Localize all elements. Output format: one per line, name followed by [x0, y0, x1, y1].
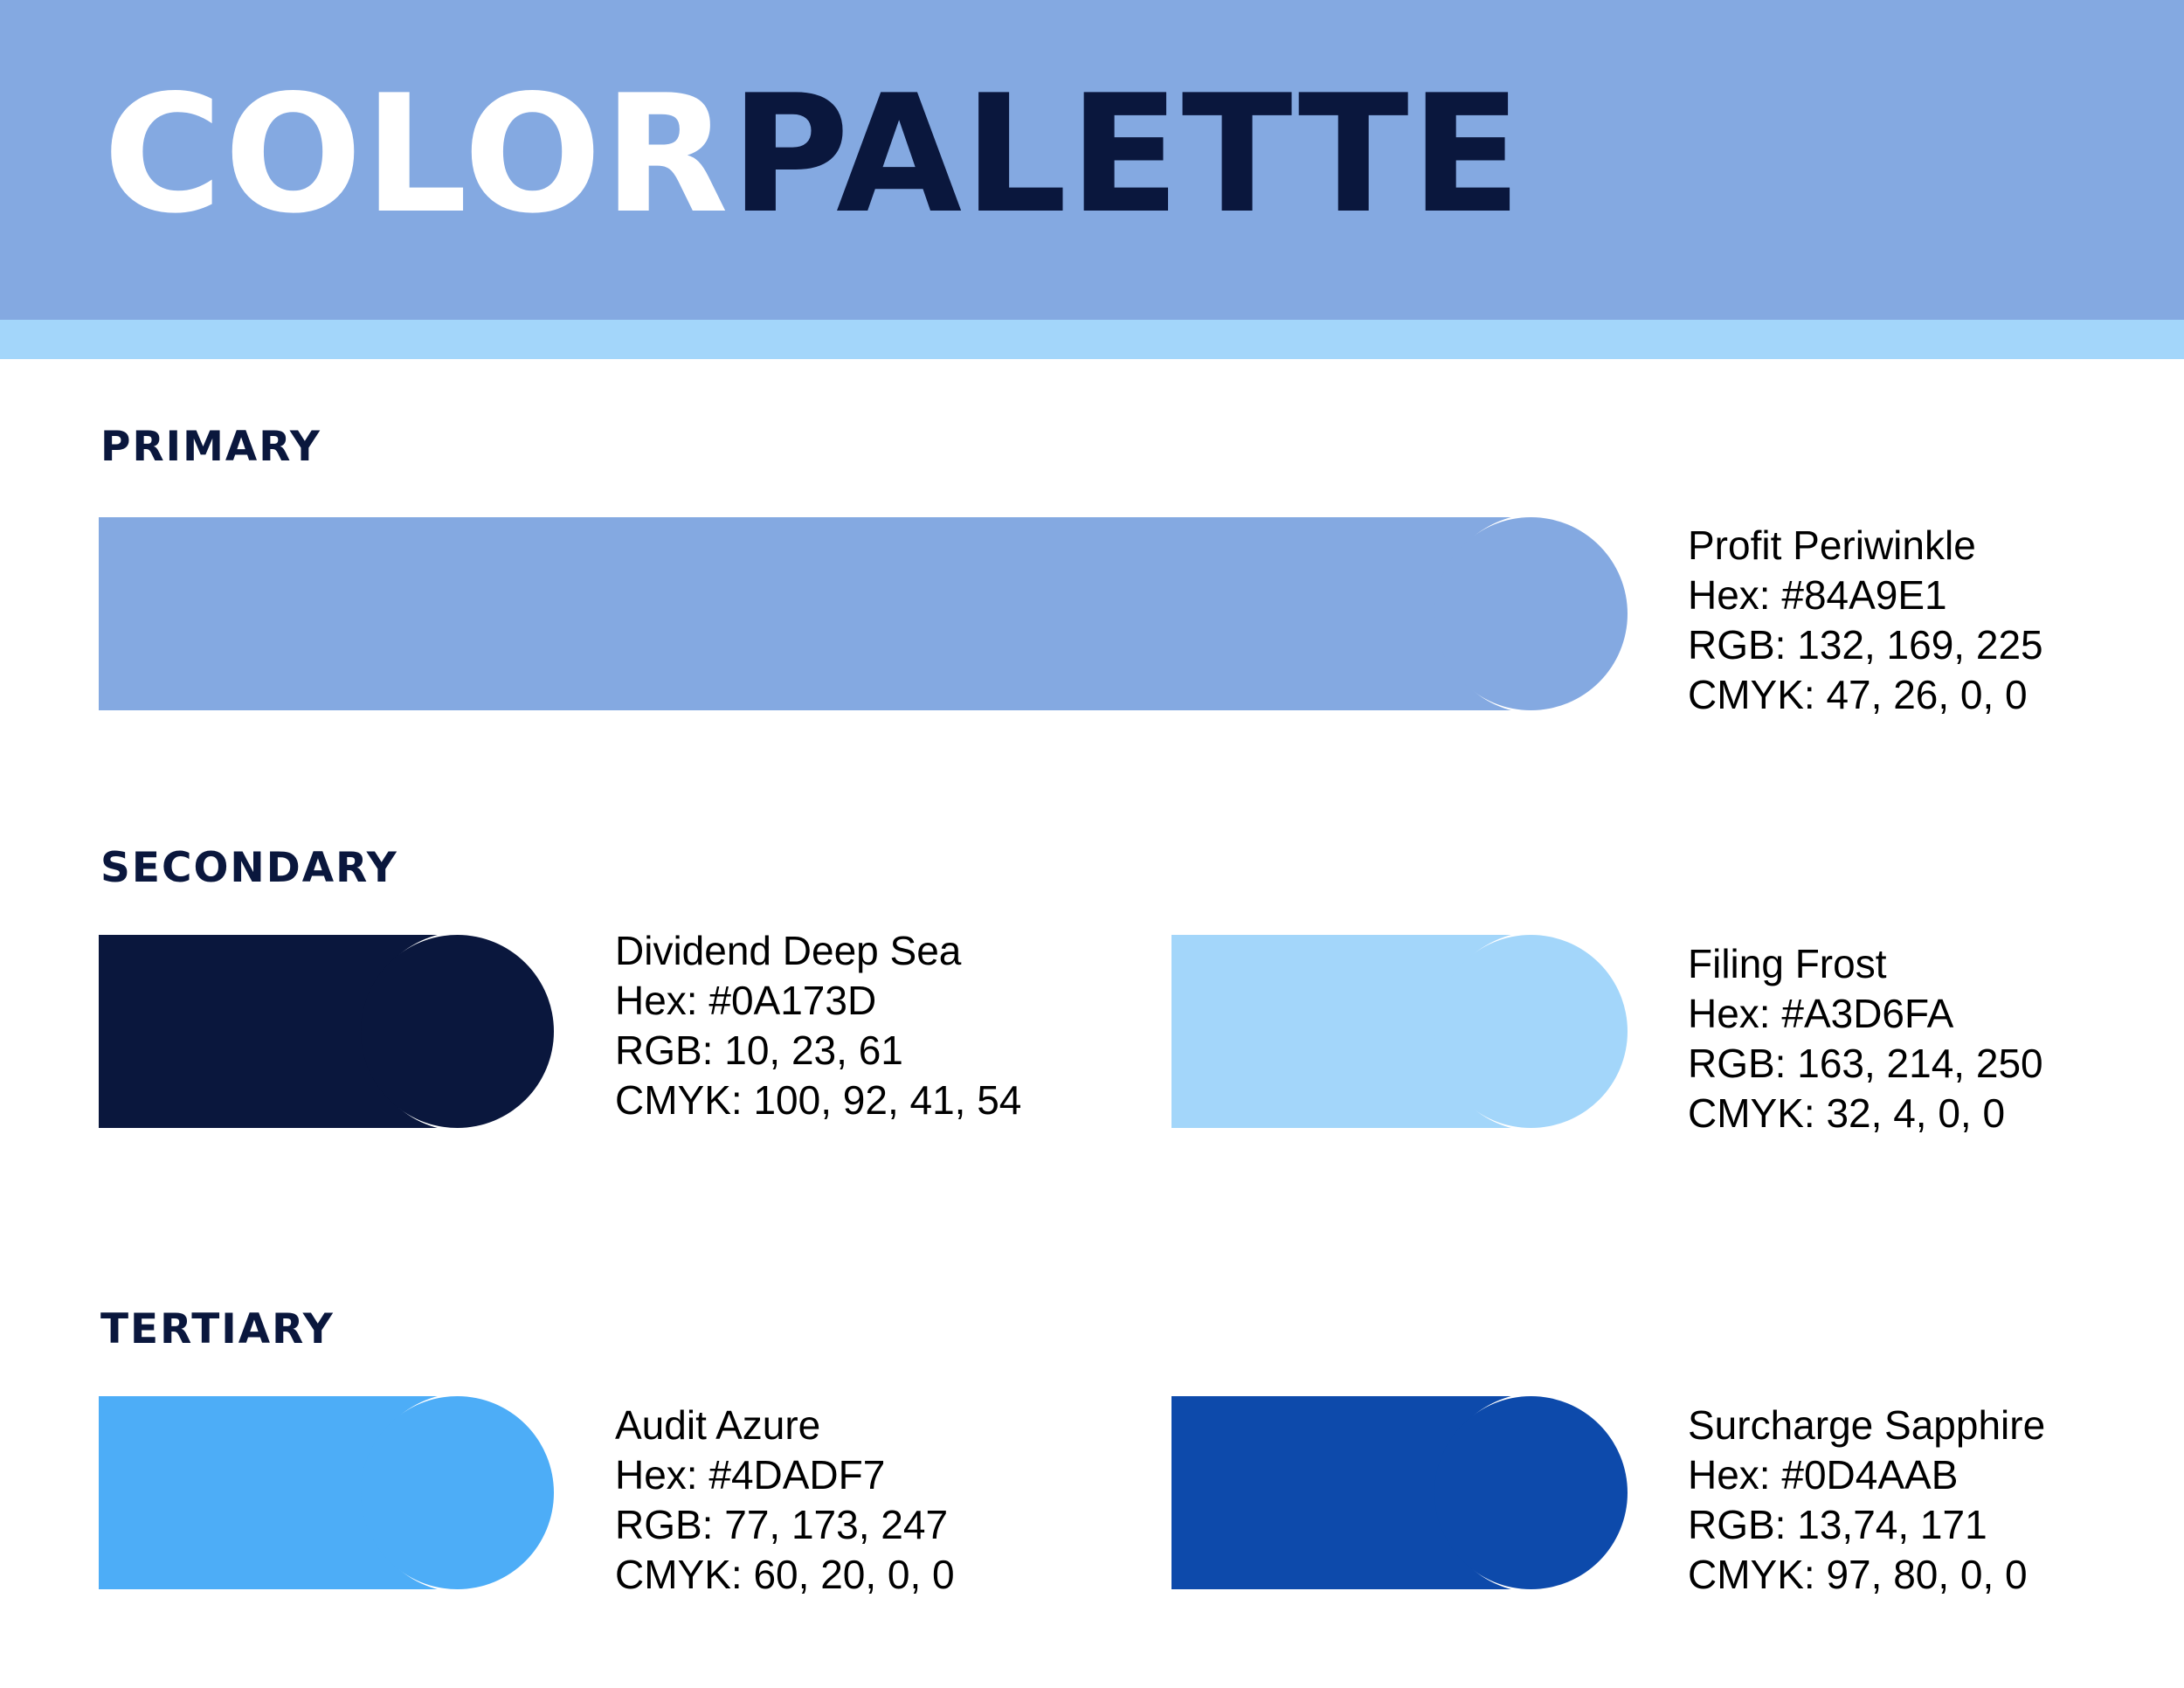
color-hex: Hex: #0A173D [615, 978, 877, 1023]
header-stripe [0, 320, 2184, 359]
color-info-surcharge-sapphire [1688, 1401, 2045, 1600]
color-info-profit-periwinkle [1688, 521, 2043, 720]
color-hex: Hex: #A3D6FA [1688, 991, 1954, 1036]
color-info-dividend-deep-sea [615, 926, 1021, 1125]
color-cmyk: CMYK: 32, 4, 0, 0 [1688, 1090, 2006, 1136]
color-name: Surcharge Sapphire [1688, 1402, 2046, 1448]
swatch-dividend-deep-sea [99, 935, 563, 1128]
color-name: Dividend Deep Sea [615, 928, 962, 973]
color-cmyk: CMYK: 97, 80, 0, 0 [1688, 1552, 2028, 1597]
color-hex: Hex: #4DADF7 [615, 1452, 886, 1498]
color-info-audit-azure [615, 1401, 955, 1600]
color-cmyk: CMYK: 47, 26, 0, 0 [1688, 672, 2028, 717]
color-name: Filing Frost [1688, 941, 1887, 986]
swatch-surcharge-sapphire [1171, 1396, 1637, 1589]
color-hex: Hex: #0D4AAB [1688, 1452, 1959, 1498]
color-hex: Hex: #84A9E1 [1688, 572, 1947, 618]
section-label-tertiary: TERTIARY [100, 1305, 335, 1353]
swatch-circle [1434, 1396, 1628, 1589]
swatch-filing-frost [1171, 935, 1637, 1128]
title-color-word: COLOR [103, 59, 730, 249]
swatch-circle [1434, 517, 1628, 710]
color-rgb: RGB: 10, 23, 61 [615, 1027, 903, 1073]
swatch-circle [1434, 935, 1628, 1128]
color-rgb: RGB: 77, 173, 247 [615, 1502, 949, 1547]
swatch-profit-periwinkle [99, 517, 1637, 710]
color-rgb: RGB: 13,74, 171 [1688, 1502, 1987, 1547]
swatch-bar [99, 517, 1541, 710]
title-palette-word: PALETTE [729, 59, 1524, 249]
color-name: Profit Periwinkle [1688, 522, 1976, 568]
color-cmyk: CMYK: 100, 92, 41, 54 [615, 1077, 1022, 1123]
color-rgb: RGB: 132, 169, 225 [1688, 622, 2043, 668]
swatch-circle [361, 1396, 554, 1589]
swatch-circle [361, 935, 554, 1128]
color-name: Audit Azure [615, 1402, 821, 1448]
color-rgb: RGB: 163, 214, 250 [1688, 1041, 2043, 1086]
color-info-filing-frost [1688, 939, 2043, 1138]
color-cmyk: CMYK: 60, 20, 0, 0 [615, 1552, 955, 1597]
section-label-primary: PRIMARY [100, 423, 321, 471]
swatch-audit-azure [99, 1396, 563, 1589]
page-title [103, 59, 1524, 249]
section-label-secondary: SECONDARY [100, 844, 398, 892]
